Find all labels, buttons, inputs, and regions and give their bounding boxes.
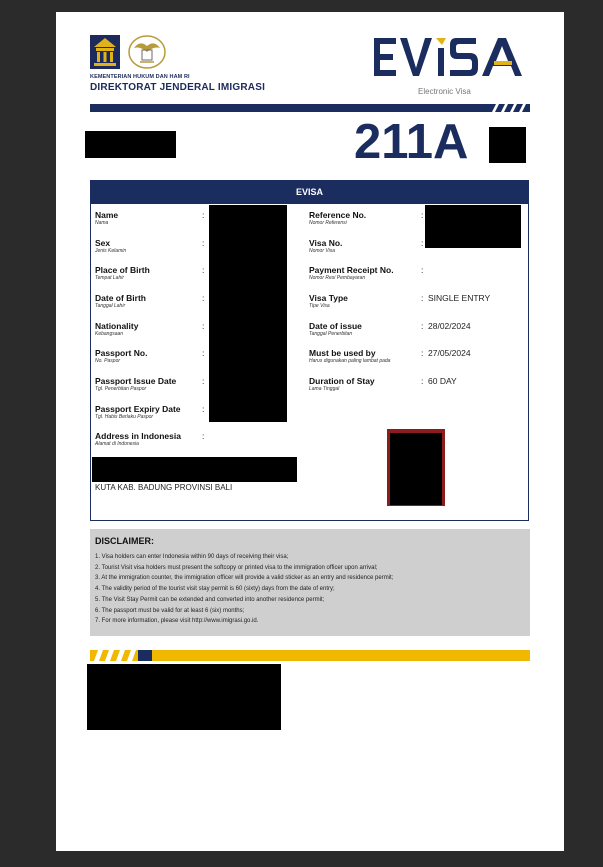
field-visa-type: Visa Type Tipe Visa [309,293,348,309]
redacted-holder-name [85,131,176,158]
field-payment-receipt-no: Payment Receipt No. Nomor Resi Pembayaran [309,265,394,281]
redacted-photo [390,433,442,505]
disclaimer-item: 5. The Visit Stay Permit can be extended and converted into another residence permit; [95,596,325,603]
colon: : [202,293,205,303]
colon: : [202,210,205,220]
field-name: Name Nama [95,210,119,226]
colon: : [202,265,205,275]
field-duration-of-stay: Duration of Stay Lama Tinggal [309,376,375,392]
directorate-name: DIREKTORAT JENDERAL IMIGRASI [90,82,266,93]
colon: : [421,293,424,303]
field-place-of-birth: Place of Birth Tempat Lahir [95,265,150,281]
visa-details-title: EVISA [91,181,528,204]
redacted-code-suffix [489,127,526,163]
colon: : [202,404,205,414]
disclaimer-list [95,552,525,627]
disclaimer-item: 1. Visa holders can enter Indonesia within 90 days of receiving their visa; [95,554,289,560]
disclaimer-item: 7. For more information, please visit http://www.imigrasi.go.id. [95,618,259,625]
disclaimer-item: 2. Tourist Visit visa holders must present the softcopy or printed visa to the immigration officer upon arrival; [95,564,378,571]
colon: : [202,348,205,358]
colon: : [421,321,424,331]
disclaimer-item: 6. The passport must be valid for at least 6 (six) months; [95,607,245,614]
disclaimer-item: 4. The validity period of the tourist visit stay permit is 60 (sixty) days from the date of entry; [95,586,335,593]
visa-index-code: 211A [354,115,469,169]
field-passport-issue-date: Passport Issue Date Tgl. Penerbitan Paspor [95,376,177,392]
visa-type-value: SINGLE ENTRY [428,293,491,303]
redacted-personal-details [209,205,287,422]
colon: : [421,376,424,386]
date-of-issue-value: 28/02/2024 [428,321,471,331]
colon: : [202,376,205,386]
evisa-logo [372,34,530,82]
redacted-reference-visa-no [425,205,521,248]
visa-document [56,12,564,851]
address-line: KUTA KAB. BADUNG PROVINSI BALI [95,483,233,492]
field-reference-no: Reference No. Nomor Referensi [309,210,367,226]
colon: : [202,238,205,248]
footer-divider-stripes [90,650,152,661]
disclaimer-item: 3. At the immigration counter, the immigration officer will provide a valid sticker as an entry and residence permit; [95,575,394,582]
field-passport-no: Passport No. No. Paspor [95,348,148,364]
colon: : [202,431,205,441]
field-visa-no: Visa No. Nomor Visa [309,238,343,254]
must-be-used-by-value: 27/05/2024 [428,348,471,358]
immigration-emblem-icon [90,35,120,69]
redacted-footer-block [87,664,281,730]
field-address: Address in Indonesia Alamat di Indonesia [95,431,181,447]
field-must-be-used-by: Must be used by Harus digunakan paling lambat pada [309,348,391,364]
field-sex: Sex Jenis Kelamin [95,238,127,254]
evisa-subtitle: Electronic Visa [418,87,471,96]
header-divider [90,104,530,112]
redacted-address [92,457,297,482]
colon: : [421,210,424,220]
field-nationality: Nationality Kebangsaan [95,321,139,337]
footer-divider [90,650,530,661]
colon: : [421,265,424,275]
duration-of-stay-value: 60 DAY [428,376,457,386]
colon: : [202,321,205,331]
field-date-of-issue: Date of issue Tanggal Penerbitan [309,321,362,337]
colon: : [421,348,424,358]
colon: : [421,238,424,248]
ministry-name: KEMENTERIAN HUKUM DAN HAM RI [90,74,190,80]
field-date-of-birth: Date of Birth Tanggal Lahir [95,293,146,309]
garuda-emblem-icon [126,34,168,70]
header-divider-stripes [488,104,530,112]
disclaimer-title: DISCLAIMER: [95,536,154,546]
field-passport-expiry-date: Passport Expiry Date Tgl. Habis Berlaku Paspor [95,404,181,420]
